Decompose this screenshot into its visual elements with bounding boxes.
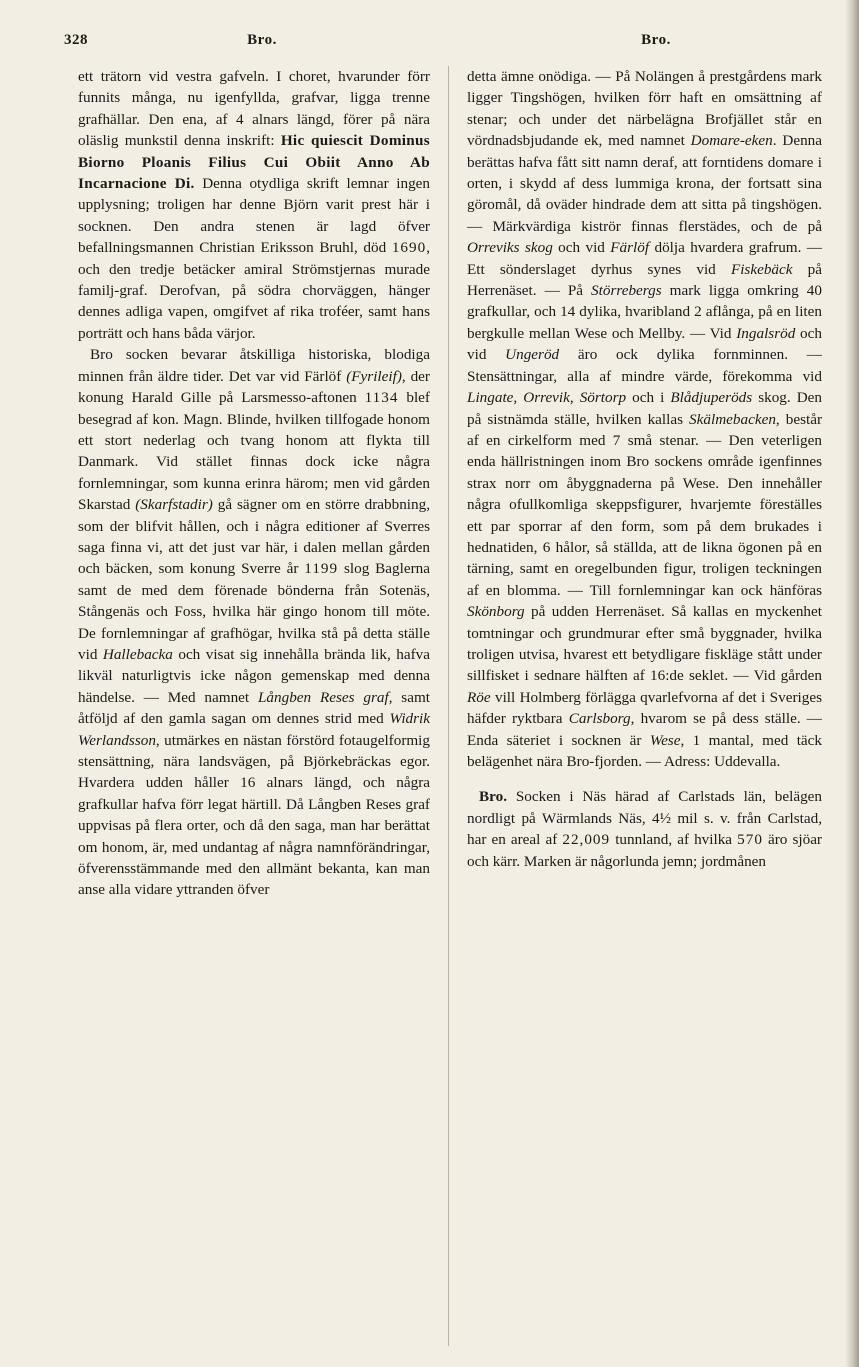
page-header-left <box>64 32 460 56</box>
left-column <box>78 66 430 901</box>
page-number: 328 <box>64 32 88 48</box>
entry-headword: Bro. <box>479 788 507 806</box>
column-divider <box>448 66 449 1346</box>
page-edge-shadow <box>845 0 859 1367</box>
running-title-right: Bro. <box>641 32 671 48</box>
entry-bro-varmland: Bro. Socken i Näs härad af Carlstads län, belägen nordligt på Wärmlands Näs, 4½ mil s. v. från Carlstad, har en areal af 22,009 tunnland, af hvilka 570 äro sjöar och kärr. Marken är någorlunda jemn; jordmånen <box>467 788 822 870</box>
page-header-right <box>478 32 834 56</box>
paragraph-church-interior: ett trätorn vid vestra gafveln. I choret, hvarunder förr funnits många, nu igenfyllda, grafvar, ligga trenne grafhällar. Den ena, af 4 alnars längd, förer på nära oläslig munkstil denna inskrift: Hic quiescit Dominus Biorno Ploanis Filius Cui Obiit Anno Ab Incarnacione Di. Denna otydliga skrift lemnar ingen upplysning; troligen har denne Björn varit prest här i socknen. Den andra stenen är lagd öfver befallningsmannen Christian Eriksson Bruhl, död 1690, och den tredje betäcker amiral Strömstjernas murade familj-graf. Derofvan, på södra chorväggen, hänger dennes adliga vapen, omgifvet af rika troféer, samt hans porträtt och hans båda värjor. <box>78 68 431 342</box>
paragraph-antiquities: detta ämne onödiga. — På Nolängen å prestgårdens mark ligger Tingshögen, hvilken förr haft en omsättning af stenar; och under det närbelägna Brofjället står en vördnadsbjudande ek, med namnet Domare-eken. Denna berättas hafva fått sitt namn deraf, att forntidens domare i orten, i skydd af dess lummiga krona, der fortsatt sina göromål, då oväder hindrade dem att sitta på tingshögen. — Märkvärdiga kiströr finnas flerstädes, och de på Orreviks skog och vid Färlöf dölja hvardera grafrum. — Ett sönderslaget dyrhus synes vid Fiskebäck på Herrenäset. — På Störrebergs mark ligga omkring 40 grafkullar, och 14 dylika, hvaribland 2 aflånga, på en liten bergkulle mellan Wese och Mellby. — Vid Ingalsröd och vid Ungeröd äro ock dylika fornminnen. — Stensättningar, alla af mindre värde, förekomma vid Lingate, Orrevik, Sörtorp och i Blådjuperöds skog. Den på sistnämda ställe, hvilken kallas Skälmebacken, består af en cirkelform med 7 små stenar. — Den veterligen enda hällristningen inom Bro sockens område igenfinnes strax norr om åbyggnaderna på Wese. Den innehåller några ofullkomliga skeppsfigurer, hvarjemte föreställes ett par sporrar af den form, som på dem brukades i hednatiden, 6 hålor, så ställda, att de likna ögonen på en tärning, samt en oregelbunden figur, troligen teckningen af en blomma. — Till fornlemningar kan ock hänföras Skönborg på udden Herrenäset. Så kallas en myckenhet tomtningar och grundmurar efter små byggnader, hvilka troligen utvisa, hvarest ett betydligare fiskläge stått under sillfisket i sednare hälften af 16:de seklet. — Vid gården Röe vill Holmberg förlägga qvarlefvorna af det i Sveriges häfder ryktbara Carlsborg, hvarom se på dess ställe. — Enda säteriet i socknen är Wese, 1 mantal, med täck belägenhet nära Bro-fjorden. — Adress: Uddevalla. <box>467 68 823 770</box>
right-column <box>467 66 822 872</box>
running-title-left: Bro. <box>247 32 277 48</box>
latin-inscription: Hic quiescit Dominus Biorno Ploanis Filius Cui Obiit Anno Ab Incarnacione Di. <box>78 132 431 193</box>
paragraph-history: Bro socken bevarar åtskilliga historiska, blodiga minnen från äldre tider. Det var vid Färlöf (Fyrileif), der konung Harald Gille på Larsmesso-aftonen 1134 blef besegrad af kon. Magn. Blinde, hvilken tillfogade honom ett stort nederlag och tvang honom att flykta till Danmark. Vid stället finnas dock icke några fornlemningar, som kunna erinra härom; men vid gården Skarstad (Skarfstadir) gå sägner om en större drabbning, som der blifvit hållen, och i några editioner af Sverres saga finna vi, att det just var här, i dalen mellan gården och bäcken, som konung Sverre år 1199 slog Baglerna samt de med dem förenade bönderna från Sotenäs, Stångenäs och Foss, hvilka här gingo honom till möte. De fornlemningar af grafhögar, hvilka stå på detta ställe vid Hallebacka och visat sig innehålla brända lik, hafva likväl naturligtvis icke någon gemenskap med denna händelse. — Med namnet Långben Reses graf, samt åtföljd af den gamla sagan om dennes strid med Widrik Werlandsson, utmärkes en nästan förstörd fotaugelformig stensättning, nära landsvägen, på Björkebräckas egor. Hvardera udden håller 16 alnars längd, och några grafkullar hafva förr legat härtill. Då Långben Reses graf uppvisas på flera orter, och då den saga, man har berättat om honom, är, med undantag af några namnförändringar, öfverensstämmande med den allmänt bekanta, kan man anse alla vidare yttranden öfver <box>78 346 430 899</box>
